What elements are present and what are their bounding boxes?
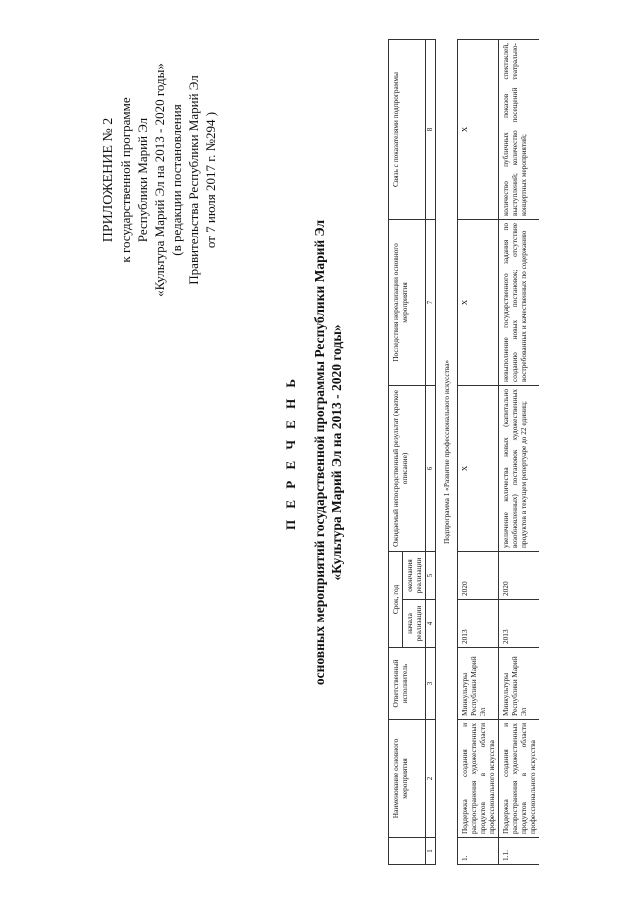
column-number: 8	[426, 39, 436, 219]
appendix-block	[100, 15, 219, 345]
cell-start: 2013	[499, 600, 540, 648]
appendix-line: (в редакции постановления	[169, 104, 184, 256]
document-heading	[282, 40, 345, 865]
cell-consequences: Х	[458, 219, 499, 385]
column-number: 6	[426, 385, 436, 551]
cell-result: увеличение количества новых (капитально возобновленных) постановок художественных продуктов в текущем репертуаре до 22 единиц;	[499, 385, 540, 551]
cell-name: Поддержка создания и распространения художественных продуктов в области профессионального искусства	[499, 720, 540, 838]
measures-table	[388, 39, 539, 865]
header-executor: Ответственный исполнитель	[389, 648, 426, 720]
column-number: 2	[426, 720, 436, 838]
header-link: Связь с показателями подпрограммы	[389, 39, 426, 219]
heading-line: основных мероприятий государственной программы Республики Марий Эл	[312, 219, 327, 686]
column-number: 3	[426, 648, 436, 720]
header-end: окончания реализации	[403, 551, 426, 599]
cell-end: 2020	[499, 551, 540, 599]
table-row	[499, 39, 540, 864]
appendix-line: от 7 июля 2017 г. №294 )	[203, 111, 218, 249]
heading-word: П Е Р Е Ч Е Н Ь	[283, 374, 298, 531]
column-number: 1	[426, 838, 436, 865]
column-number: 7	[426, 219, 436, 385]
appendix-line: к государственной программе	[118, 97, 133, 263]
cell-start: 2013	[458, 600, 499, 648]
heading-line: «Культура Марий Эл на 2013 - 2020 годы»	[329, 324, 344, 581]
cell-executor: Минкультуры Республики Марий Эл	[499, 648, 540, 720]
cell-result: Х	[458, 385, 499, 551]
appendix-line: Республики Марий Эл	[135, 117, 150, 243]
appendix-title: ПРИЛОЖЕНИЕ № 2	[101, 117, 116, 243]
cell-consequences: невыполнение государственного задания по созданию новых постановок; отсутствие востребованных и качественных по содержанию	[499, 219, 540, 385]
appendix-line: «Культура Марий Эл на 2013 - 2020 годы»	[152, 63, 167, 297]
column-number-row	[426, 39, 436, 864]
cell-executor: Минкультуры Республики Марий Эл	[458, 648, 499, 720]
cell-number: 1.	[458, 838, 499, 865]
cell-end: 2020	[458, 551, 499, 599]
header-number	[389, 838, 426, 865]
header-start: начала реализации	[403, 600, 426, 648]
cell-link: Х	[458, 39, 499, 219]
appendix-line: Правительства Республики Марий Эл	[186, 75, 201, 285]
cell-link: количество публичных показов спектаклей, выступлений; количество посещений театрально-концертных мероприятий;	[499, 39, 540, 219]
subprogram-title: Подпрограмма 1 «Развитие профессионального искусства»	[436, 39, 458, 864]
column-number: 5	[426, 551, 436, 599]
header-consequences: Последствия нереализации основного мероприятия	[389, 219, 426, 385]
column-number: 4	[426, 600, 436, 648]
header-result: Ожидаемый непосредственный результат (краткое описание)	[389, 385, 426, 551]
header-row	[389, 39, 403, 864]
cell-number: 1.1.	[499, 838, 540, 865]
header-name: Наименование основного мероприятия	[389, 720, 426, 838]
cell-name: Поддержка создания и распространения художественных продуктов в области профессионального искусства	[458, 720, 499, 838]
table-row	[458, 39, 499, 864]
header-term: Срок, год	[389, 551, 403, 647]
subprogram-row	[436, 39, 458, 864]
